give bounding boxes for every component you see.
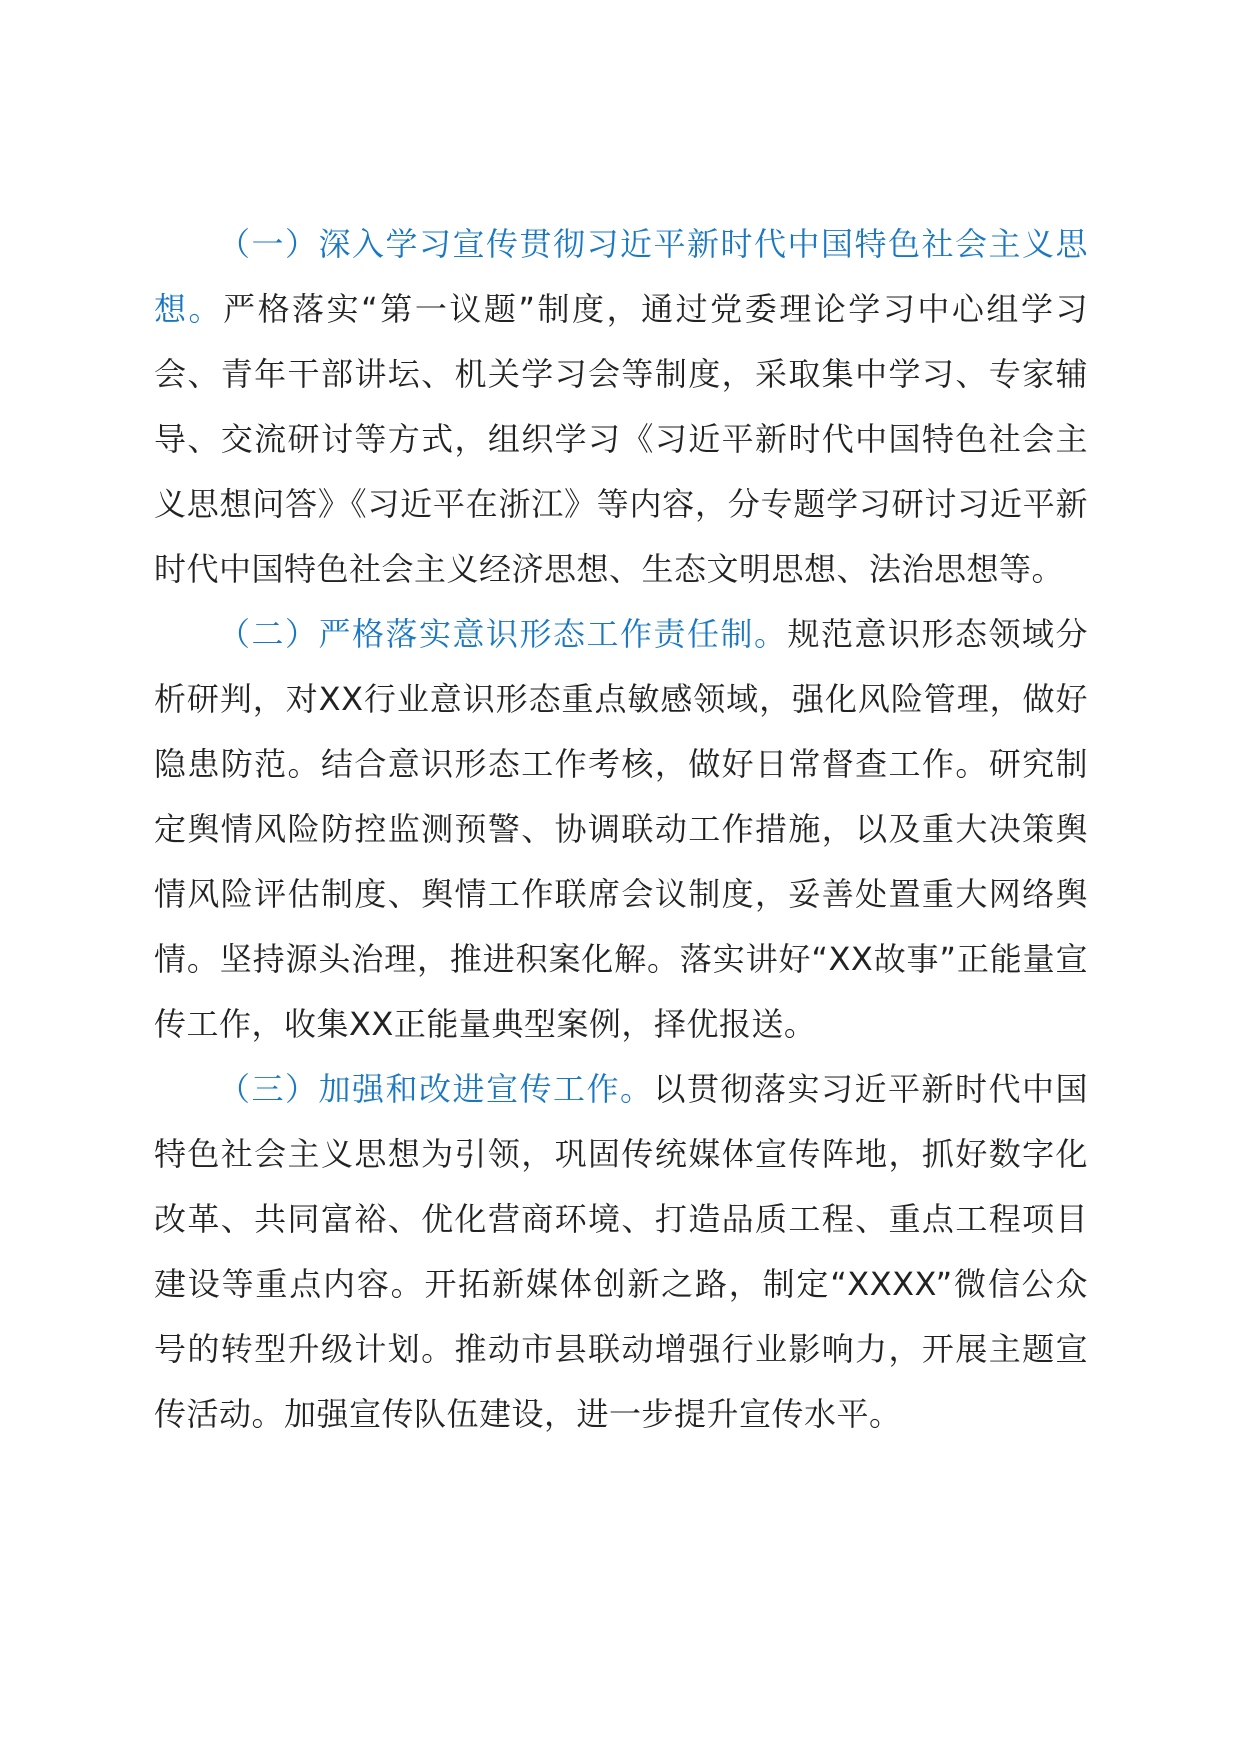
paragraph-3-body: 以贯彻落实习近平新时代中国特色社会主义思想为引领，巩固传统媒体宣传阵地，抓好数字化改革、共同富裕、优化营商环境、打造品质工程、重点工程项目建设等重点内容。开拓新媒体创新之路，制定“XXXX”微信公众号的转型升级计划。推动市县联动增强行业影响力，开展主题宣传活动。加强宣传队伍建设，进一步提升宣传水平。 bbox=[154, 1070, 1088, 1433]
paragraph-2-heading: （二）严格落实意识形态工作责任制。 bbox=[218, 615, 788, 653]
paragraph-1-body: 严格落实“第一议题”制度，通过党委理论学习中心组学习会、青年干部讲坛、机关学习会等制度，采取集中学习、专家辅导、交流研讨等方式，组织学习《习近平新时代中国特色社会主义思想问答》《习近平在浙江》等内容，分专题学习研讨习近平新时代中国特色社会主义经济思想、生态文明思想、法治思想等。 bbox=[154, 290, 1088, 588]
paragraph-2 bbox=[154, 602, 1088, 1057]
paragraph-3 bbox=[154, 1057, 1088, 1447]
paragraph-1-heading: （一）深入学习宣传贯彻习近平新时代中国特色社会主义思想。 bbox=[154, 225, 1088, 328]
document-body bbox=[154, 212, 1088, 1447]
paragraph-2-body: 规范意识形态领域分析研判，对XX行业意识形态重点敏感领域，强化风险管理，做好隐患防范。结合意识形态工作考核，做好日常督查工作。研究制定舆情风险防控监测预警、协调联动工作措施，以及重大决策舆情风险评估制度、舆情工作联席会议制度，妥善处置重大网络舆情。坚持源头治理，推进积案化解。落实讲好“XX故事”正能量宣传工作，收集XX正能量典型案例，择优报送。 bbox=[154, 615, 1088, 1043]
paragraph-3-heading: （三）加强和改进宣传工作。 bbox=[218, 1070, 654, 1108]
paragraph-1 bbox=[154, 212, 1088, 602]
